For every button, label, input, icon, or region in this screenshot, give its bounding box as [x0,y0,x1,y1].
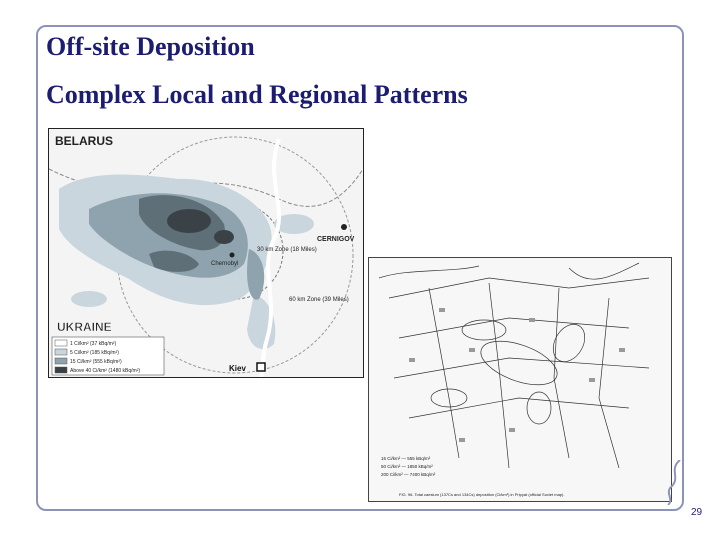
svg-text:50 Ci/km² — 1850 kBq/m²: 50 Ci/km² — 1850 kBq/m² [381,464,433,469]
label-kiev: Kiev [229,364,246,373]
local-deposition-map [368,257,672,502]
page-number: 29 [691,507,703,518]
svg-text:15 Ci/km² (555 kBq/m²): 15 Ci/km² (555 kBq/m²) [70,359,122,365]
svg-text:200 Ci/km² — 7400 kBq/m²: 200 Ci/km² — 7400 kBq/m² [381,472,436,477]
regional-deposition-map [48,128,364,378]
slide-title: Off-site Deposition [46,32,255,61]
label-30km-zone: 30 km Zone (18 Miles) [257,247,317,253]
svg-text:1 Ci/km² (37 kBq/m²): 1 Ci/km² (37 kBq/m²) [70,341,117,347]
map-legend [52,337,164,375]
slide-subtitle: Complex Local and Regional Patterns [46,80,468,109]
corner-decoration [662,460,686,505]
label-belarus: BELARUS [55,134,114,148]
svg-text:5 Ci/km² (185 kBq/m²): 5 Ci/km² (185 kBq/m²) [70,350,119,356]
svg-text:15 Ci/km² — 555 kBq/m²: 15 Ci/km² — 555 kBq/m² [381,456,431,461]
label-chernobyl: Chernobyl [211,261,239,267]
label-chernigov: CERNIGOV [317,236,355,243]
pripyat-legend [381,456,436,477]
label-60km-zone: 60 km Zone (39 Miles) [289,297,349,303]
pripyat-caption: FIG. 96. Total caesium (137Cs and 134Cs) deposition (Ci/km²) in Pripyat (official Soviet map). [399,492,565,497]
svg-text:Above 40 Ci/km² (1480 kBq/m²): Above 40 Ci/km² (1480 kBq/m²) [70,368,141,374]
label-ukraine: UKRAINE [57,320,112,334]
